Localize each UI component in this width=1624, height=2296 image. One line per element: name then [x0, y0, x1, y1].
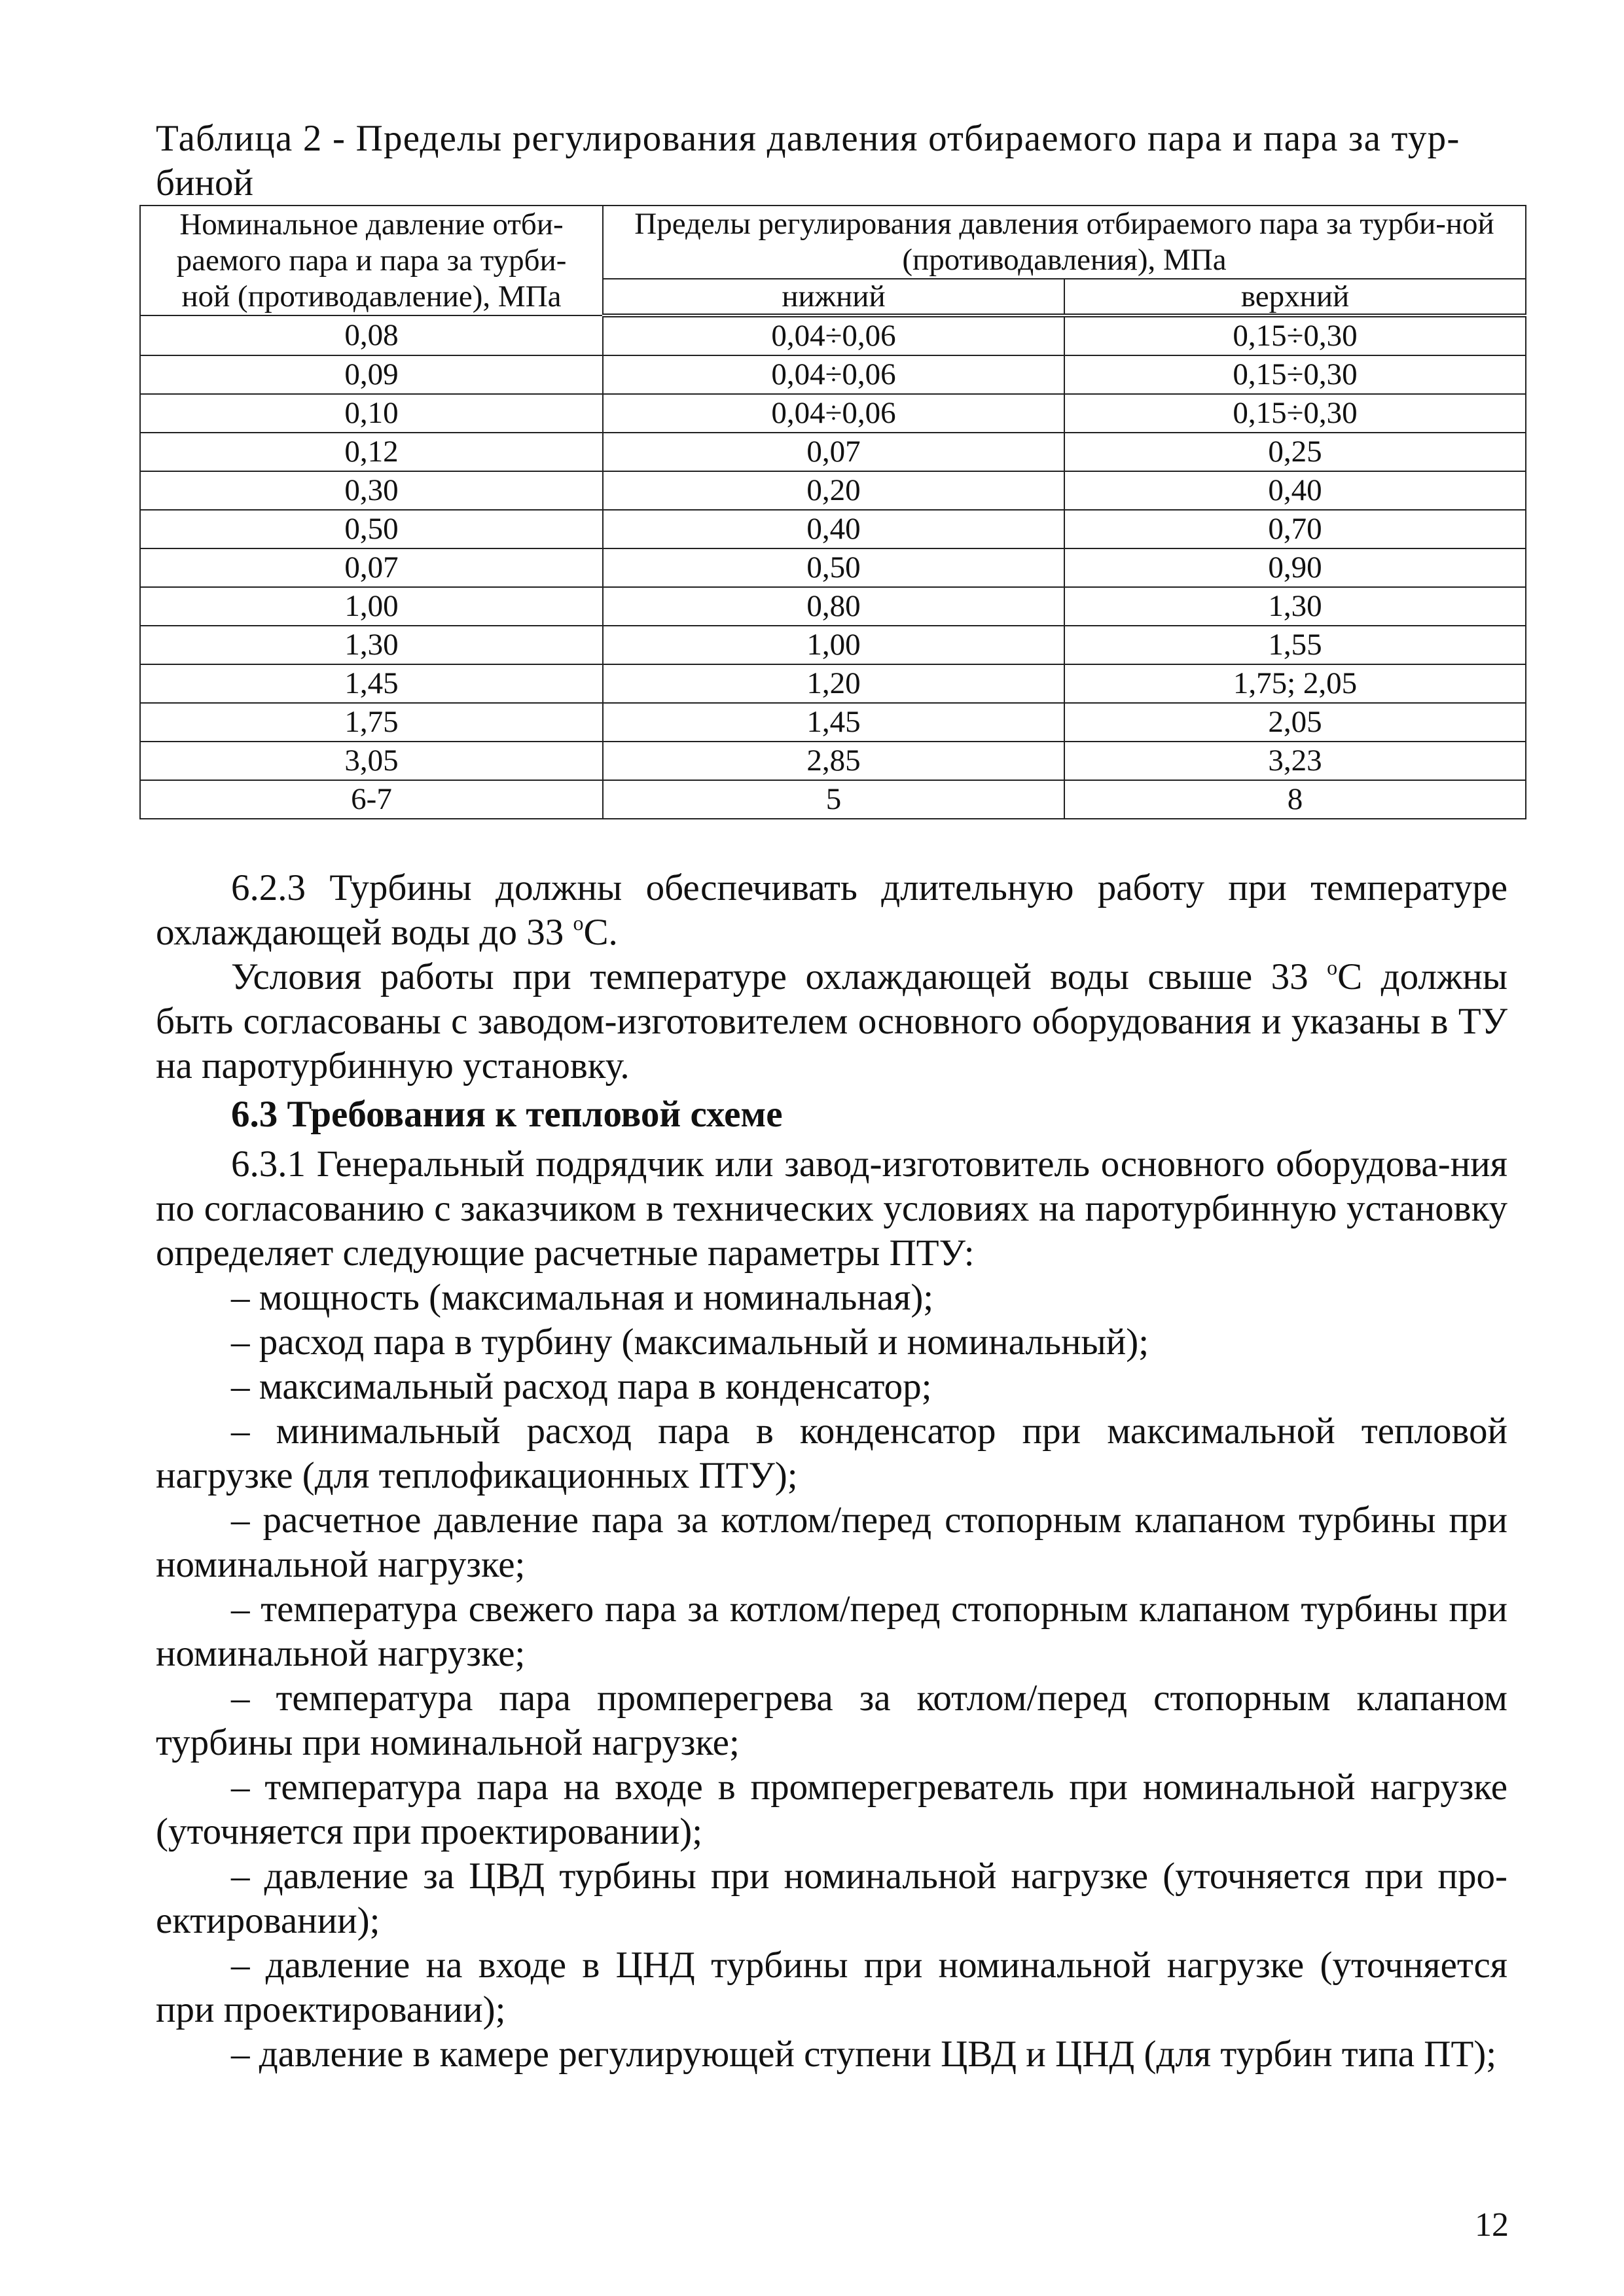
body-text: [156, 866, 1507, 2077]
degree-mark: o: [573, 911, 584, 935]
list-item: – расчетное давление пара за котлом/перед стопорным клапаном турбины при номинальной нагрузке;: [156, 1499, 1507, 1585]
cell-upper: 1,30: [1064, 587, 1526, 626]
cell-lower: 5: [603, 780, 1064, 819]
list-item: – мощность (максимальная и номинальная);: [231, 1277, 934, 1318]
cell-nominal: 0,08: [140, 315, 603, 355]
table-row: [140, 703, 1526, 742]
table-row: [140, 626, 1526, 664]
cell-upper: 1,75; 2,05: [1064, 664, 1526, 703]
section-heading-6-3: 6.3 Требования к тепловой схеме: [231, 1094, 783, 1135]
cell-nominal: 0,10: [140, 394, 603, 433]
table-caption: [156, 117, 1517, 206]
cell-nominal: 0,07: [140, 548, 603, 587]
table-row: [140, 548, 1526, 587]
cell-lower: 0,04÷0,06: [603, 315, 1064, 355]
cell-nominal: 0,12: [140, 433, 603, 471]
list-item: – расход пара в турбину (максимальный и номинальный);: [231, 1321, 1149, 1363]
paragraph-6-2-3: 6.2.3 Турбины должны обеспечивать длительную работу при температуре охлаждающей воды до 33 $^o$С.: [156, 867, 1507, 953]
page-number: 12: [1475, 2206, 1509, 2244]
list-item: – давление на входе в ЦНД турбины при номинальной нагрузке (уточняется при проектировании);: [156, 1945, 1507, 2030]
table-row: [140, 471, 1526, 510]
cell-upper: 3,23: [1064, 742, 1526, 780]
table-row: [140, 433, 1526, 471]
cell-nominal: 1,45: [140, 664, 603, 703]
cell-upper: 8: [1064, 780, 1526, 819]
table-row: [140, 315, 1526, 355]
table-row: [140, 587, 1526, 626]
header-regulation-limits: Пределы регулирования давления отбираемого пара за турби-ной (противодавления), МПа: [603, 206, 1526, 279]
cell-upper: 0,70: [1064, 510, 1526, 548]
list-item: – температура пара промперегрева за котлом/перед стопорным клапаном турбины при номинальной нагрузке;: [156, 1677, 1507, 1763]
pressure-limits-table: [139, 205, 1526, 819]
cell-lower: 0,80: [603, 587, 1064, 626]
cell-upper: 0,25: [1064, 433, 1526, 471]
cell-lower: 0,40: [603, 510, 1064, 548]
cell-upper: 2,05: [1064, 703, 1526, 742]
cell-nominal: 0,09: [140, 355, 603, 394]
list-item: – температура пара на входе в промперегреватель при номинальной нагрузке (уточняется при проектировании);: [156, 1767, 1507, 1852]
cell-lower: 0,07: [603, 433, 1064, 471]
table-row: [140, 742, 1526, 780]
cell-upper: 0,90: [1064, 548, 1526, 587]
cell-nominal: 6-7: [140, 780, 603, 819]
list-item: – давление в камере регулирующей ступени ЦВД и ЦНД (для турбин типа ПТ);: [231, 2034, 1497, 2075]
cell-lower: 1,00: [603, 626, 1064, 664]
header-upper: верхний: [1064, 279, 1526, 315]
table-row: [140, 355, 1526, 394]
list-item: – температура свежего пара за котлом/перед стопорным клапаном турбины при номинальной нагрузке;: [156, 1588, 1507, 1674]
paragraph-conditions: Условия работы при температуре охлаждающей воды свыше 33 $^o$С должны быть согласованы с заводом-изготовителем основного оборудования и указаны в ТУ на паротурбинную установку.: [156, 956, 1507, 1086]
cell-nominal: 0,30: [140, 471, 603, 510]
table-row: [140, 780, 1526, 819]
paragraph-6-3-1: 6.3.1 Генеральный подрядчик или завод-изготовитель основного оборудова-ния по согласованию с заказчиком в технических условиях на паротурбинную установку определяет следующие расчетные параметры ПТУ:: [156, 1143, 1507, 1274]
header-lower: нижний: [603, 279, 1064, 315]
cell-upper: 0,15÷0,30: [1064, 394, 1526, 433]
cell-nominal: 0,50: [140, 510, 603, 548]
cell-nominal: 1,00: [140, 587, 603, 626]
cell-nominal: 1,75: [140, 703, 603, 742]
parameters-list: [156, 1276, 1507, 2077]
cell-lower: 0,50: [603, 548, 1064, 587]
caption-line-2: биной: [156, 162, 254, 204]
cell-lower: 1,20: [603, 664, 1064, 703]
list-item: – максимальный расход пара в конденсатор;: [231, 1366, 932, 1407]
degree-mark: o: [1327, 956, 1338, 979]
cell-upper: 0,15÷0,30: [1064, 355, 1526, 394]
cell-upper: 0,40: [1064, 471, 1526, 510]
cell-lower: 0,04÷0,06: [603, 355, 1064, 394]
cell-upper: 0,15÷0,30: [1064, 315, 1526, 355]
cell-nominal: 3,05: [140, 742, 603, 780]
cell-lower: 2,85: [603, 742, 1064, 780]
header-nominal-pressure: Номинальное давление отби-раемого пара и пара за турби-ной (противодавление), МПа: [140, 206, 603, 315]
list-item: – давление за ЦВД турбины при номинальной нагрузке (уточняется при про-ектировании);: [156, 1856, 1507, 1941]
cell-nominal: 1,30: [140, 626, 603, 664]
table-row: [140, 394, 1526, 433]
cell-upper: 1,55: [1064, 626, 1526, 664]
list-item: – минимальный расход пара в конденсатор при максимальной тепловой нагрузке (для теплофикационных ПТУ);: [156, 1410, 1507, 1496]
caption-line-1: Таблица 2 - Пределы регулирования давления отбираемого пара и пара за тур-: [156, 118, 1460, 159]
cell-lower: 1,45: [603, 703, 1064, 742]
cell-lower: 0,20: [603, 471, 1064, 510]
table-row: [140, 664, 1526, 703]
cell-lower: 0,04÷0,06: [603, 394, 1064, 433]
table-row: [140, 510, 1526, 548]
